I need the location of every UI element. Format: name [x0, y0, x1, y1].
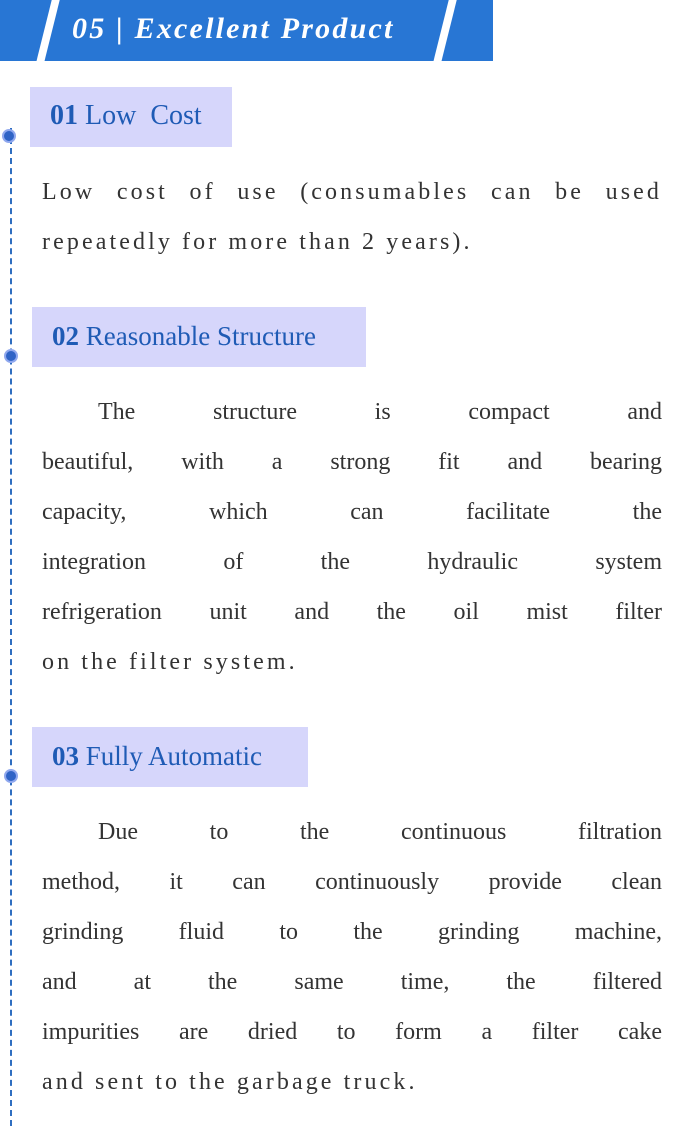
banner-slash-right [432, 0, 457, 61]
body-line: integration of the hydraulic system [42, 549, 662, 575]
timeline-line [10, 128, 12, 1126]
section-number: 02 [52, 321, 79, 351]
section-title: Reasonable Structure [85, 321, 316, 351]
section-title: Low Cost [85, 100, 202, 131]
banner-title [72, 12, 395, 46]
body-line: Due to the continuous filtration [98, 819, 662, 845]
banner-separator: | [116, 12, 125, 45]
banner-number: 05 [72, 12, 107, 45]
body-line: method, it can continuously provide clean [42, 869, 662, 895]
section-heading-low-cost [30, 87, 232, 147]
body-line: on the filter system. [42, 649, 298, 675]
section-heading-reasonable-structure [32, 307, 366, 367]
section-number: 03 [52, 741, 79, 771]
timeline-dot [4, 769, 18, 783]
body-line: capacity, which can facilitate the [42, 499, 662, 525]
body-line: grinding fluid to the grinding machine, [42, 919, 662, 945]
body-line: and sent to the garbage truck. [42, 1069, 418, 1095]
timeline-dot [2, 129, 16, 143]
body-line: refrigeration unit and the oil mist filter [42, 599, 662, 625]
banner-heading: Excellent Product [134, 12, 395, 45]
body-line: impurities are dried to form a filter cake [42, 1019, 662, 1045]
banner-slash-left [35, 0, 60, 61]
section-heading-fully-automatic [32, 727, 308, 787]
section-number: 01 [50, 100, 78, 131]
section-title: Fully Automatic [85, 741, 263, 771]
body-line: Low cost of use (consumables can be used [42, 179, 662, 205]
body-line: and at the same time, the filtered [42, 969, 662, 995]
section-banner [0, 0, 493, 61]
body-line: beautiful, with a strong fit and bearing [42, 449, 662, 475]
timeline-dot [4, 349, 18, 363]
body-line: repeatedly for more than 2 years). [42, 229, 473, 255]
body-line: The structure is compact and [98, 399, 662, 425]
